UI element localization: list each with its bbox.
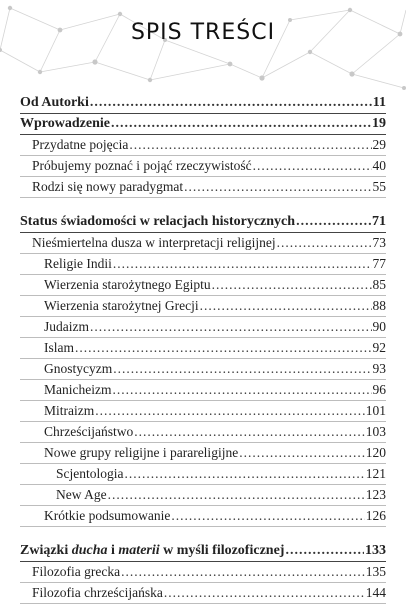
network-decoration <box>0 0 406 95</box>
toc-page-number: 93 <box>372 361 386 376</box>
toc-entry-title: Nieśmiertelna dusza w interpretacji religijnej <box>32 235 276 250</box>
dot-leader <box>212 275 372 295</box>
toc-entry[interactable] <box>20 422 386 443</box>
toc-entry-title: Wprowadzenie <box>20 116 110 131</box>
dot-leader <box>90 93 372 113</box>
toc-title-part: ducha <box>71 543 108 558</box>
toc-entry[interactable] <box>20 380 386 401</box>
dot-leader <box>108 485 365 505</box>
toc-page-number: 103 <box>365 424 386 439</box>
toc-title-part: Związki <box>20 543 72 558</box>
toc-page-number: 88 <box>372 298 386 313</box>
toc-title-part: i <box>107 543 119 558</box>
toc-entry[interactable] <box>20 156 386 177</box>
toc-entry[interactable] <box>20 317 386 338</box>
dot-leader <box>112 380 371 400</box>
toc-entry-title: Manicheizm <box>44 382 112 397</box>
toc-page-number: 19 <box>372 116 386 131</box>
toc-entry-title: New Age <box>56 487 107 502</box>
toc-entry-title: Próbujemy poznać i pojąć rzeczywistość <box>32 158 252 173</box>
toc-entry-title: Krótkie podsumowanie <box>44 508 171 523</box>
toc-page-number: 123 <box>365 487 386 502</box>
page-title: SPIS TREŚCI <box>130 20 276 45</box>
toc-chapter-entry[interactable] <box>20 93 386 114</box>
dot-leader <box>184 177 371 197</box>
toc-title-part: materii <box>118 543 160 558</box>
toc-entry-title: Chrześcijaństwo <box>44 424 134 439</box>
toc-entry-title: Judaizm <box>44 319 89 334</box>
toc-page-number: 121 <box>365 466 386 481</box>
toc-page-number: 85 <box>372 277 386 292</box>
toc-page-number: 55 <box>372 179 386 194</box>
toc-entry-title: Nowe grupy religijne i parareligijne <box>44 445 239 460</box>
toc-page-number: 120 <box>365 445 386 460</box>
toc-entry[interactable] <box>20 233 386 254</box>
toc-page-number: 133 <box>365 543 386 558</box>
toc-entry[interactable] <box>20 275 386 296</box>
toc-page-number: 90 <box>372 319 386 334</box>
toc-page-number: 101 <box>365 403 386 418</box>
toc-page-number: 135 <box>365 564 386 579</box>
toc-entry-title: Wierzenia starożytnej Grecji <box>44 298 199 313</box>
toc-entry[interactable] <box>20 177 386 198</box>
dot-leader <box>200 296 372 316</box>
toc-entry-title: Od Autorki <box>20 95 89 110</box>
dot-leader <box>95 401 365 421</box>
toc-title-part: w myśli filozoficznej <box>159 543 285 558</box>
toc-entry-title: Filozofia chrześcijańska <box>32 585 163 600</box>
toc-page-number: 11 <box>372 95 386 110</box>
toc-entry[interactable] <box>20 338 386 359</box>
dot-leader <box>171 506 364 526</box>
dot-leader <box>113 359 371 379</box>
toc-entry[interactable] <box>20 254 386 275</box>
dot-leader <box>121 562 365 582</box>
dot-leader <box>113 254 372 274</box>
dot-leader <box>285 541 364 561</box>
dot-leader <box>239 443 365 463</box>
dot-leader <box>134 422 365 442</box>
toc-page-number: 71 <box>372 214 386 229</box>
toc-page-number: 144 <box>365 585 386 600</box>
dot-leader <box>75 338 372 358</box>
dot-leader <box>90 317 372 337</box>
dot-leader <box>125 464 365 484</box>
toc-entry-title: Status świadomości w relacjach historycznych <box>20 214 296 229</box>
toc-entry[interactable] <box>20 359 386 380</box>
toc-entry-title: Religie Indii <box>44 256 112 271</box>
dot-leader <box>164 583 365 603</box>
dot-leader <box>253 156 372 176</box>
toc-entry-title: Przydatne pojęcia <box>32 137 129 152</box>
dot-leader <box>129 135 371 155</box>
toc-entry[interactable] <box>20 506 386 527</box>
toc-page-number: 126 <box>365 508 386 523</box>
dot-leader <box>111 114 371 134</box>
toc-section <box>20 541 386 604</box>
toc-entry-title: Wierzenia starożytnego Egiptu <box>44 277 211 292</box>
toc-chapter-entry[interactable] <box>20 541 386 562</box>
toc-entry-title: Mitraizm <box>44 403 95 418</box>
toc-page-number: 40 <box>372 158 386 173</box>
toc-entry[interactable] <box>20 135 386 156</box>
toc-entry-title: Gnostycyzm <box>44 361 113 376</box>
toc-entry[interactable] <box>20 296 386 317</box>
toc-section <box>20 93 386 198</box>
toc-section <box>20 212 386 527</box>
dot-leader <box>296 212 371 232</box>
toc-entry[interactable] <box>20 583 386 604</box>
toc-chapter-entry[interactable] <box>20 212 386 233</box>
toc-entry[interactable] <box>20 401 386 422</box>
table-of-contents <box>20 93 386 604</box>
toc-chapter-entry[interactable] <box>20 114 386 135</box>
toc-entry-title: Scjentologia <box>56 466 124 481</box>
toc-page-number: 96 <box>372 382 386 397</box>
dot-leader <box>277 233 372 253</box>
toc-entry[interactable] <box>20 485 386 506</box>
toc-page-number: 92 <box>372 340 386 355</box>
toc-page-number: 29 <box>372 137 386 152</box>
toc-entry-title <box>20 541 284 561</box>
toc-page-number: 77 <box>372 256 386 271</box>
toc-entry-title: Filozofia grecka <box>32 564 121 579</box>
toc-entry[interactable] <box>20 562 386 583</box>
toc-entry-title: Rodzi się nowy paradygmat <box>32 179 184 194</box>
toc-page-number: 73 <box>372 235 386 250</box>
toc-entry[interactable] <box>20 443 386 464</box>
toc-entry-title: Islam <box>44 340 74 355</box>
toc-entry[interactable] <box>20 464 386 485</box>
